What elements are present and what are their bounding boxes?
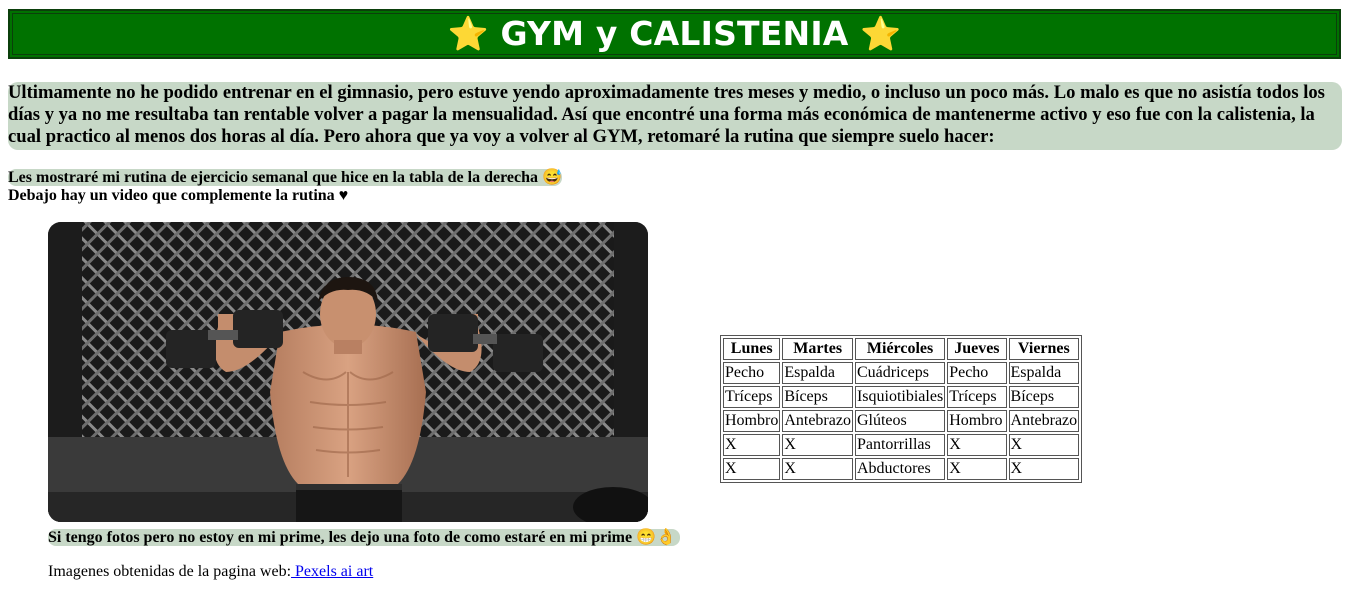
- photo-caption: [48, 528, 680, 548]
- table-cell: Espalda: [1009, 362, 1080, 384]
- table-cell: Bíceps: [782, 386, 853, 408]
- page-title: ⭐ GYM y CALISTENIA ⭐: [447, 14, 902, 53]
- pexels-link[interactable]: Pexels ai art: [291, 563, 374, 580]
- table-cell: Abductores: [855, 458, 945, 480]
- dumbbell-man-image: [48, 222, 648, 522]
- routine-note-text: Les mostraré mi rutina de ejercicio semanal que hice en la tabla de la derecha 😅: [8, 169, 562, 186]
- table-cell: Pecho: [723, 362, 780, 384]
- table-cell: Hombro: [947, 410, 1006, 432]
- table-cell: X: [1009, 434, 1080, 456]
- table-row: [723, 458, 1079, 480]
- table-cell: Pantorrillas: [855, 434, 945, 456]
- intro-paragraph: Ultimamente no he podido entrenar en el gimnasio, pero estuve yendo aproximadamente tres meses y medio, o incluso un poco más. Lo malo es que no asistía todos los días y ya no me resultaba tan rentable volver a pagar la mensualidad. Así que encontré una forma más económica de mantenerme activo y eso fue con la calistenia, la cual practico al menos dos horas al día. Pero ahora que ya voy a volver al GYM, retomaré la rutina que siempre suelo hacer:: [8, 82, 1342, 150]
- weekly-routine-table: [720, 335, 1082, 483]
- table-cell: X: [947, 458, 1006, 480]
- image-source: [48, 563, 373, 581]
- table-cell: Pecho: [947, 362, 1006, 384]
- table-cell: Antebrazo: [1009, 410, 1080, 432]
- table-cell: Espalda: [782, 362, 853, 384]
- table-cell: Glúteos: [855, 410, 945, 432]
- table-header-cell: Jueves: [947, 338, 1006, 360]
- table-cell: Bíceps: [1009, 386, 1080, 408]
- table-header-cell: Lunes: [723, 338, 780, 360]
- table-cell: X: [1009, 458, 1080, 480]
- table-row: [723, 362, 1079, 384]
- table-cell: Tríceps: [947, 386, 1006, 408]
- table-cell: Isquiotibiales: [855, 386, 945, 408]
- table-header-cell: Viernes: [1009, 338, 1080, 360]
- table-cell: Cuádriceps: [855, 362, 945, 384]
- routine-note: [8, 169, 562, 187]
- table-header-cell: Martes: [782, 338, 853, 360]
- table-row: [723, 410, 1079, 432]
- table-row: [723, 386, 1079, 408]
- table-cell: X: [723, 458, 780, 480]
- table-row: [723, 434, 1079, 456]
- gym-photo: [48, 222, 648, 522]
- photo-caption-text: Si tengo fotos pero no estoy en mi prime, les dejo una foto de como estaré en mi prime 😁👌: [48, 529, 680, 546]
- table-cell: Tríceps: [723, 386, 780, 408]
- image-source-label: Imagenes obtenidas de la pagina web:: [48, 563, 292, 580]
- table-cell: Hombro: [723, 410, 780, 432]
- table-cell: Antebrazo: [782, 410, 853, 432]
- table-cell: X: [947, 434, 1006, 456]
- table-cell: X: [782, 458, 853, 480]
- table-header-cell: Miércoles: [855, 338, 945, 360]
- video-note: Debajo hay un video que complemente la rutina ♥: [8, 187, 349, 204]
- table-cell: X: [782, 434, 853, 456]
- table-header-row: [723, 338, 1079, 360]
- table-cell: X: [723, 434, 780, 456]
- page-banner: [8, 9, 1341, 59]
